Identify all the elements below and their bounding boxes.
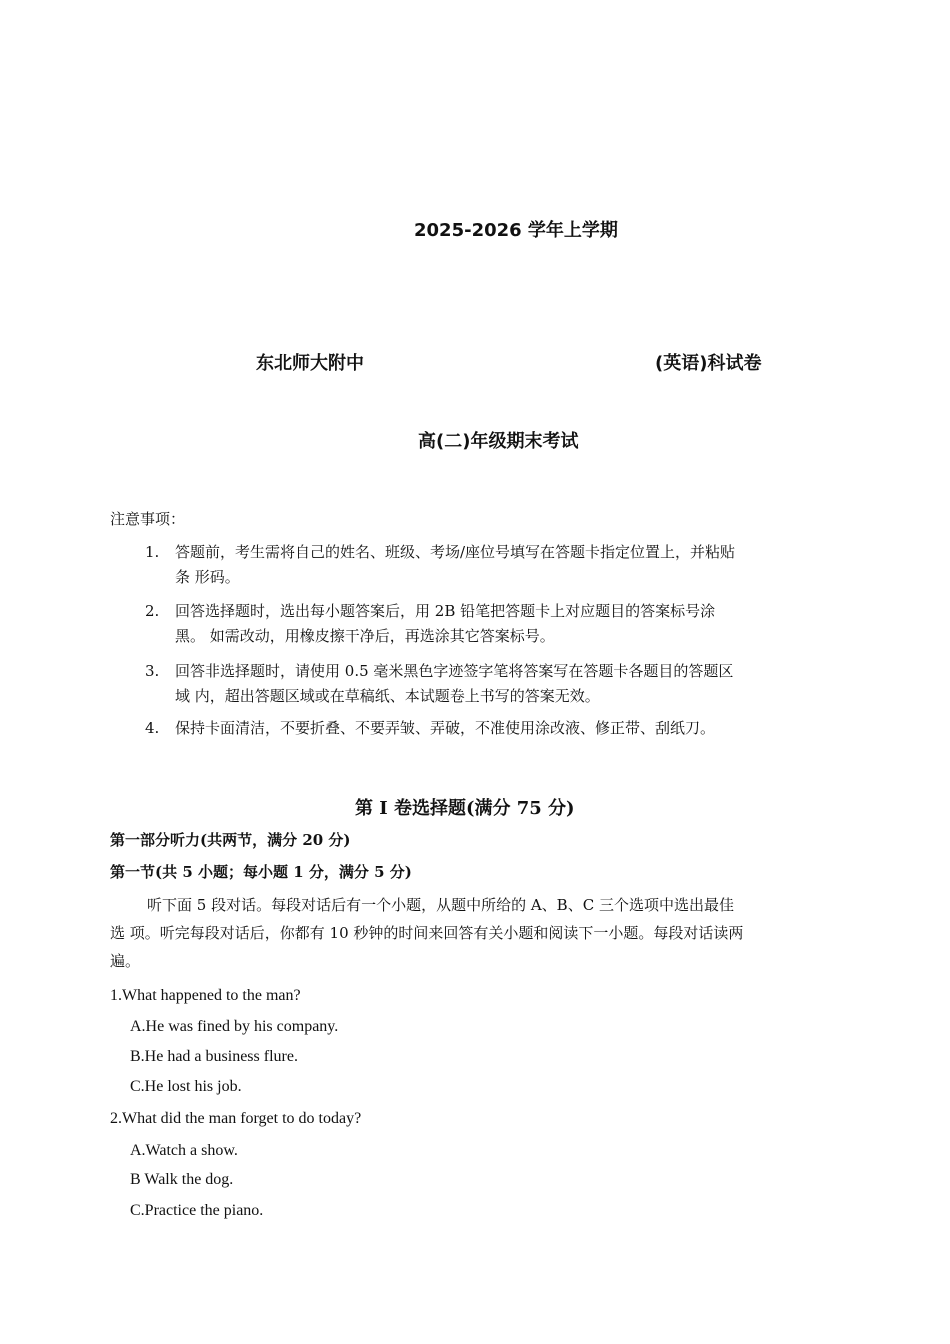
notice-number: 4. bbox=[145, 719, 160, 737]
part-title: 第一部分听力(共两节，满分 20 分) bbox=[110, 831, 351, 849]
notice-number: 3. bbox=[145, 662, 160, 680]
notice-item bbox=[145, 716, 835, 741]
notice-number: 1. bbox=[145, 543, 160, 561]
section-title: 第 I 卷选择题(满分 75 分) bbox=[355, 798, 575, 819]
notice-text-line2: 黑。 如需改动，用橡皮擦干净后，再选涂其它答案标号。 bbox=[175, 627, 555, 645]
notice-text-line2: 条 形码。 bbox=[175, 568, 240, 586]
intro-line-1: 听下面 5 段对话。每段对话后有一个小题，从题中所给的 A、B、C 三个选项中选出最佳 bbox=[147, 896, 734, 914]
question-option: A.Watch a show. bbox=[130, 1142, 238, 1159]
subpart-title: 第一节(共 5 小题；每小题 1 分，满分 5 分) bbox=[110, 863, 412, 881]
notice-item bbox=[145, 599, 835, 649]
notice-item bbox=[145, 659, 835, 709]
question-stem: 2.What did the man forget to do today? bbox=[110, 1110, 362, 1127]
notice-text-line2: 域 内，超出答题区域或在草稿纸、本试题卷上书写的答案无效。 bbox=[175, 687, 600, 705]
subject-title: (英语)科试卷 bbox=[655, 353, 762, 374]
notice-text-line1: 答题前，考生需将自己的姓名、班级、考场/座位号填写在答题卡指定位置上，并粘贴 bbox=[175, 543, 736, 561]
question-option: C.Practice the piano. bbox=[130, 1202, 264, 1219]
school-name: 东北师大附中 bbox=[256, 353, 364, 374]
notice-heading: 注意事项： bbox=[110, 510, 186, 528]
intro-line-2: 选 项。听完每段对话后，你都有 10 秒钟的时间来回答有关小题和阅读下一小题。每段对话读两 bbox=[110, 924, 744, 942]
notice-text-line1: 回答选择题时，选出每小题答案后，用 2B 铅笔把答题卡上对应题目的答案标号涂 bbox=[175, 602, 716, 620]
notice-item bbox=[145, 540, 835, 590]
notice-number: 2. bbox=[145, 602, 160, 620]
question-option: B.He had a business flure. bbox=[130, 1048, 298, 1065]
question-option: B Walk the dog. bbox=[130, 1171, 234, 1188]
school-year: 2025-2026 学年上学期 bbox=[414, 220, 618, 241]
exam-title: 高(二)年级期末考试 bbox=[418, 431, 579, 452]
question-option: A.He was fined by his company. bbox=[130, 1018, 339, 1035]
notice-text-line1: 保持卡面清洁，不要折叠、不要弄皱、弄破，不准使用涂改液、修正带、刮纸刀。 bbox=[175, 719, 716, 737]
question-stem: 1.What happened to the man? bbox=[110, 987, 301, 1004]
question-option: C.He lost his job. bbox=[130, 1078, 242, 1095]
intro-line-3: 遍。 bbox=[110, 952, 141, 970]
notice-text-line1: 回答非选择题时，请使用 0.5 毫米黑色字迹签字笔将答案写在答题卡各题目的答题区 bbox=[175, 662, 734, 680]
